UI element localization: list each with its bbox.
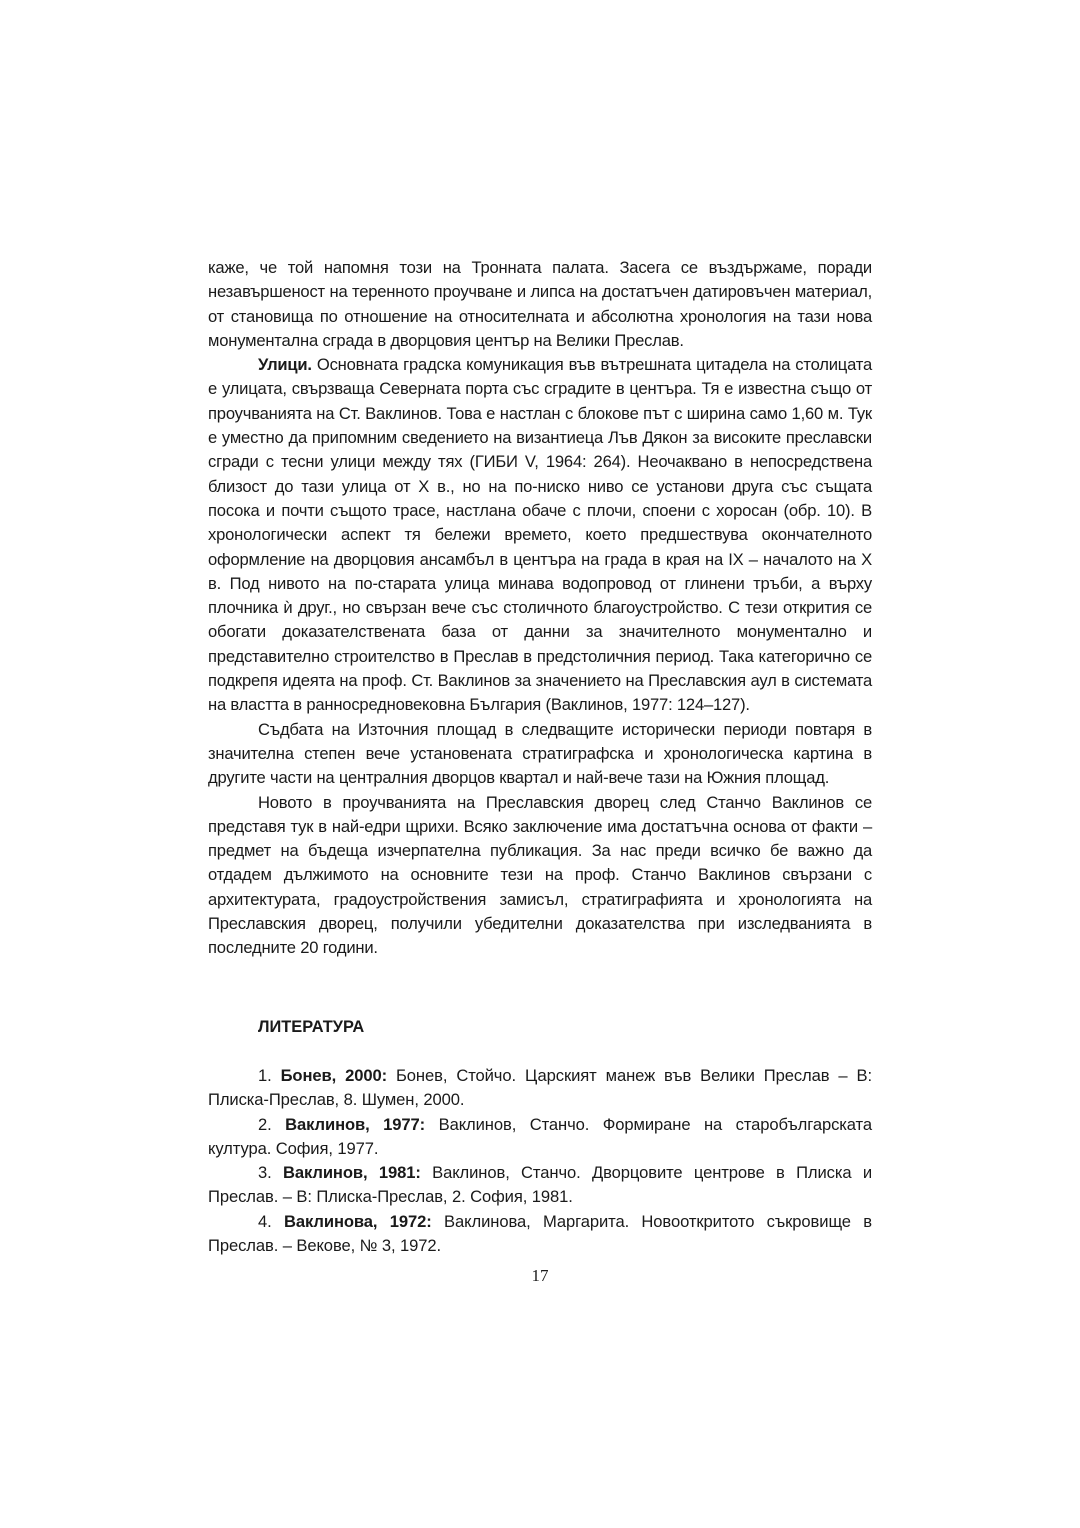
literature-item-number: 1. (258, 1066, 281, 1085)
page-number: 17 (531, 1266, 549, 1285)
literature-item-key: Ваклинов, 1977: (285, 1114, 426, 1134)
body-text (208, 256, 872, 961)
literature-item-key: Бонев, 2000: (280, 1066, 388, 1085)
literature-item-text: Ваклинов, Станчо. Формиране на старобългарската култура. София, 1977. (208, 1114, 873, 1158)
paragraph-streets (208, 353, 872, 717)
literature-item-text: Ваклинов, Станчо. Дворцовите центрове в Плиска и Преслав. – В: Плиска-Преслав, 2. София, 1981. (208, 1163, 872, 1207)
paragraph-conclusion: Новото в проучванията на Преславския дворец след Станчо Ваклинов се представя тук в най-едри щрихи. Всяко заключение има достатъчна основа от факти – предмет на бъдеща изчерпателна публикация. За нас преди всичко бе важно да отдадем дължимото на основните тези на проф. Станчо Ваклинов свързани с архитектурата, градоустройствения замисъл, стратиграфията и хронологията на Преславския дворец, получили убедителни доказателства при изследванията в последните 20 години. (208, 792, 872, 958)
literature-item-text: Бонев, Стойчо. Царският манеж във Велики Преслав – В: Плиска-Преслав, 8. Шумен, 2000. (208, 1066, 872, 1110)
literature-item (208, 1210, 872, 1259)
literature-item (208, 1064, 872, 1113)
paragraph-continuation: каже, че той напомня този на Тронната палата. Засега се въздържаме, поради незавършеност на теренното проучване и липса на достатъчен датировъчен материал, от становища по отношение на относителната и абсолютна хронология на тази нова монументална сграда в дворцовия център на Велики Преслав. (208, 258, 872, 350)
run-in-heading-streets: Улици. (258, 355, 312, 375)
paragraph-streets-body: Основната градска комуникация във вътрешната цитадела на столицата е улицата, свързваща Северната порта със сградите в центъра. Тя е известна също от проучванията на Ст. Ваклинов. Това е настлан с блокове път с ширина само 1,60 м. Тук е уместно да припомним сведението на византиеца Лъв Дякон за високите преславски сгради с тесни улици между тях (ГИБИ V, 1964: 264). Неочаквано в непосредствена близост до тази улица от Х в., но на по-ниско ниво се установи друга със същата посока и почти същото трасе, настлана обаче с плочи, споени с хоросан (обр. 10). В хронологически аспект тя бележи времето, което предшествува окончателното оформление на дворцовия ансамбъл в центъра на града в края на IХ – началото на Х в. Под нивото на по-старата улица минава водопровод от глинени тръби, а върху плочника ѝ друг., но свързан вече със столичното благоустройство. С тези открития се обогати доказателствената база от данни за значителното монументално и представително строителство в Преслав в предстоличния период. Така категорично се подкрепя идеята на проф. Ст. Ваклинов за значението на Преславския аул в системата на властта в ранносредновековна България (Ваклинов, 1977: 124–127). (208, 355, 872, 715)
literature-item-number: 4. (258, 1211, 284, 1231)
literature-item-key: Ваклинов, 1981: (282, 1163, 421, 1183)
literature-item (208, 1113, 872, 1162)
literature-item-text: Ваклинова, Маргарита. Новооткритото съкровище в Преслав. – Векове, № 3, 1972. (208, 1211, 872, 1256)
literature-item-number: 3. (258, 1163, 283, 1183)
literature-item-key: Ваклинова, 1972: (283, 1211, 432, 1231)
literature-heading: ЛИТЕРАТУРА (258, 1018, 365, 1036)
paragraph-eastern-square: Съдбата на Източния площад в следващите исторически периоди повтаря в значителна степен вече установената стратиграфска и хронологическа картина в другите части на централния дворцов квартал и най-вече тази на Южния площад. (208, 719, 872, 788)
literature-item (208, 1161, 872, 1210)
literature-list (208, 1064, 872, 1258)
literature-item-number: 2. (258, 1114, 286, 1134)
